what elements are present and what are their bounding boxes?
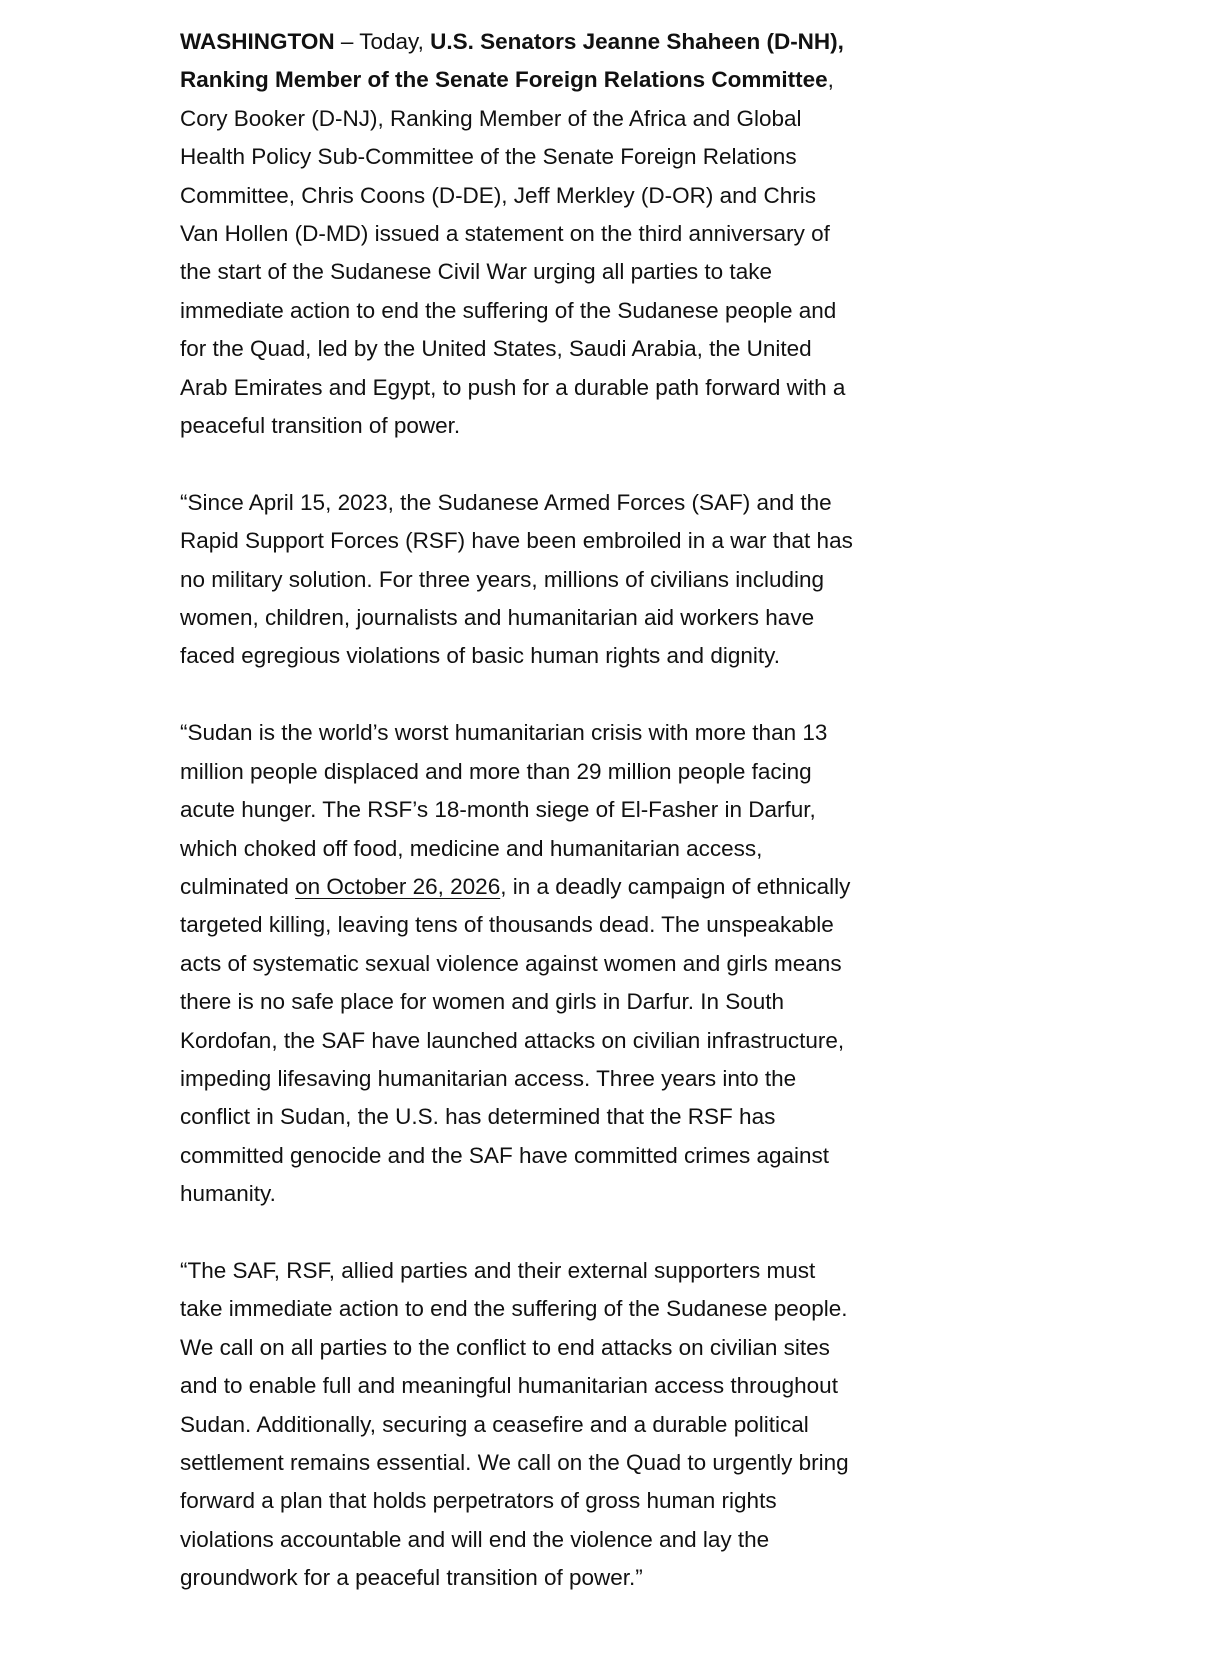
intro-text-body: , Cory Booker (D-NJ), Ranking Member of the Africa and Global Health Policy Sub-Committee of the Senate Foreign Relations Committee, Chris Coons (D-DE), Jeff Merkley (D-OR) and Chris Van Hollen (D-MD) issued a statement on the third anniversary of the start of the Sudanese Civil War urging all parties to take immediate action to end the suffering of the Sudanese people and for the Quad, led by the United States, Saudi Arabia, the United Arab Emirates and Egypt, to push for a durable path forward with a peaceful transition of power. <box>180 67 846 439</box>
press-release-body <box>180 23 860 1598</box>
paragraph-statement-2 <box>180 714 860 1213</box>
paragraph-intro <box>180 23 860 445</box>
paragraph-statement-3: “The SAF, RSF, allied parties and their external supporters must take immediate action to end the suffering of the Sudanese people. We call on all parties to the conflict to end attacks on civilian sites and to enable full and meaningful humanitarian access throughout Sudan. Additionally, securing a ceasefire and a durable political settlement remains essential. We call on the Quad to urgently bring forward a plan that holds perpetrators of gross human rights violations accountable and will end the violence and lay the groundwork for a peaceful transition of power.” <box>180 1257 849 1591</box>
underlined-date: on October 26, 2026 <box>295 873 501 899</box>
statement-2-text-lead: “Sudan is the world’s worst humanitarian crisis with more than 13 million people displaced and more than 29 million people facing acute hunger. The RSF’s 18-month siege of El-Fasher in Darfur, which choked off food, medicine and humanitarian access, culminated <box>180 720 828 899</box>
dateline: WASHINGTON <box>180 29 335 54</box>
statement-2-text-body: , in a deadly campaign of ethnically targeted killing, leaving tens of thousands dead. The unspeakable acts of systematic sexual violence against women and girls means there is no safe place for women and girls in Darfur. In South Kordofan, the SAF have launched attacks on civilian infrastructure, impeding lifesaving humanitarian access. Three years into the conflict in Sudan, the U.S. has determined that the RSF has committed genocide and the SAF have committed crimes against humanity. <box>180 873 851 1207</box>
intro-senator-names: U.S. Senators Jeanne Shaheen (D-NH), Ranking Member of the Senate Foreign Relations Committee <box>180 29 844 93</box>
paragraph-statement-1: “Since April 15, 2023, the Sudanese Armed Forces (SAF) and the Rapid Support Forces (RSF) have been embroiled in a war that has no military solution. For three years, millions of civilians including women, children, journalists and humanitarian aid workers have faced egregious violations of basic human rights and dignity. <box>180 489 853 669</box>
intro-text-lead: – Today, <box>334 29 431 54</box>
